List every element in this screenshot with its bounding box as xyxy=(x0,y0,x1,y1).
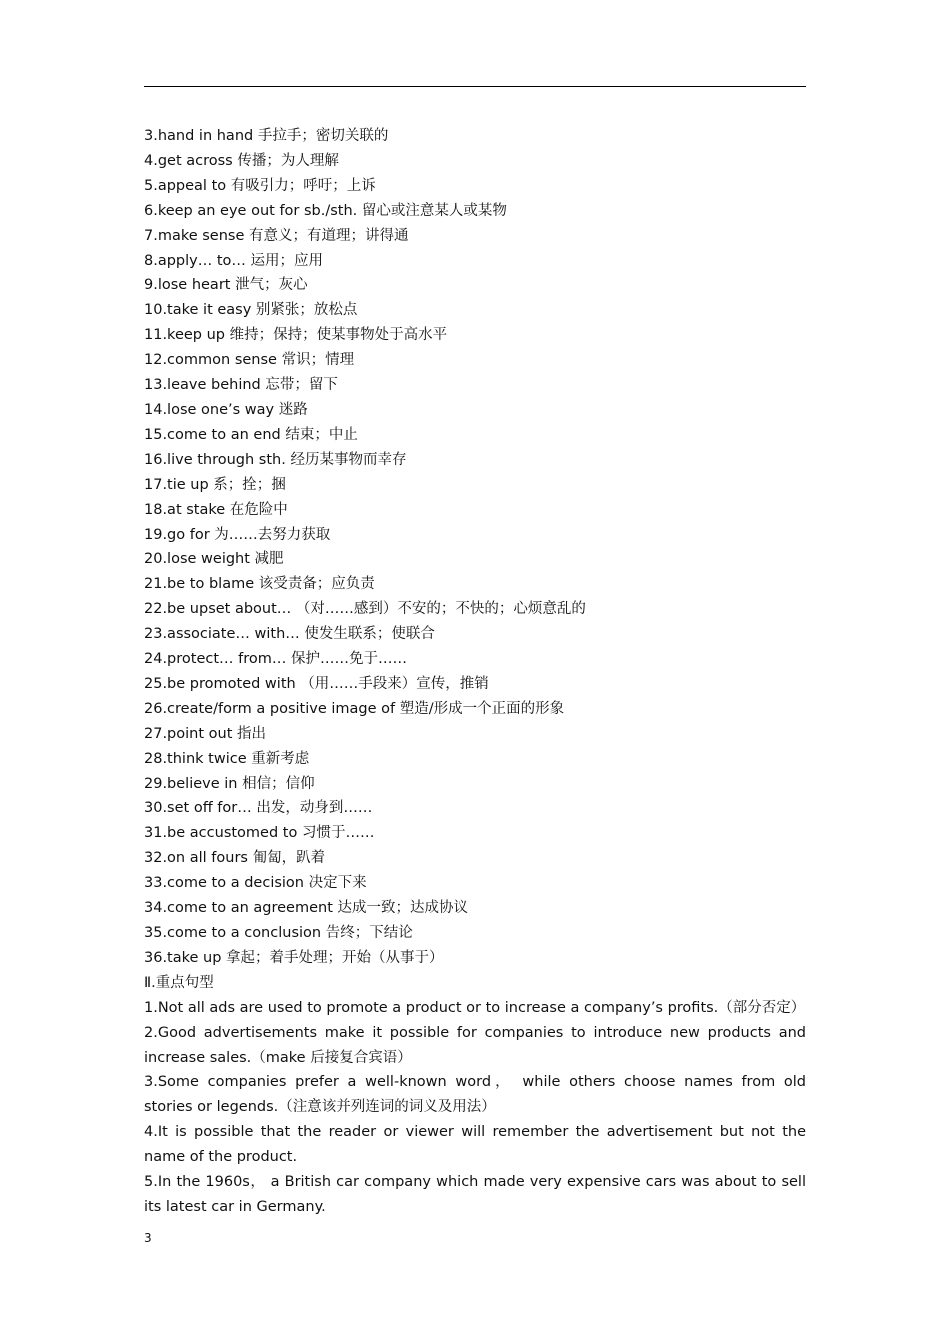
phrase-item: 36.take up 拿起；着手处理；开始（从事于） xyxy=(144,949,444,966)
phrase-item: 18.at stake 在危险中 xyxy=(144,501,288,518)
phrase-item: 28.think twice 重新考虑 xyxy=(144,750,310,767)
sentence-item: 5.In the 1960s， a British car company which made very expensive cars was about to sell its latest car in Germany. xyxy=(144,1174,806,1215)
sentence-item: 3.Some companies prefer a well-known word， while others choose names from old stories or legends.（注意该并列连词的词义及用法） xyxy=(144,1074,806,1116)
phrase-item: 5.appeal to 有吸引力；呼吁；上诉 xyxy=(144,177,376,194)
sentence-list xyxy=(144,996,806,1220)
section-heading: Ⅱ.重点句型 xyxy=(144,974,214,991)
phrase-item: 33.come to a decision 决定下来 xyxy=(144,875,367,892)
phrase-item: 17.tie up 系；拴；捆 xyxy=(144,476,286,493)
phrase-item: 29.believe in 相信；信仰 xyxy=(144,775,315,792)
page-content xyxy=(144,124,806,1220)
phrase-item: 13.leave behind 忘带；留下 xyxy=(144,377,338,394)
phrase-item: 9.lose heart 泄气；灰心 xyxy=(144,277,308,294)
phrase-item: 22.be upset about… （对……感到）不安的；不快的；心烦意乱的 xyxy=(144,601,586,618)
phrase-item: 14.lose one’s way 迷路 xyxy=(144,401,308,418)
phrase-item: 19.go for 为……去努力获取 xyxy=(144,526,331,543)
phrase-item: 34.come to an agreement 达成一致；达成协议 xyxy=(144,900,469,917)
phrase-item: 26.create/form a positive image of 塑造/形成一个正面的形象 xyxy=(144,700,565,717)
phrase-item: 8.apply… to… 运用；应用 xyxy=(144,252,324,269)
phrase-item: 31.be accustomed to 习惯于…… xyxy=(144,825,375,842)
phrase-item: 25.be promoted with （用……手段来）宣传，推销 xyxy=(144,675,489,692)
phrase-item: 30.set off for… 出发，动身到…… xyxy=(144,800,373,817)
phrase-item: 32.on all fours 匍匐，趴着 xyxy=(144,850,326,867)
phrase-item: 3.hand in hand 手拉手；密切关联的 xyxy=(144,128,389,144)
phrase-item: 7.make sense 有意义；有道理；讲得通 xyxy=(144,227,409,244)
phrase-item: 15.come to an end 结束；中止 xyxy=(144,426,358,443)
page-number: 3 xyxy=(144,1231,152,1245)
sentence-item: 1.Not all ads are used to promote a product or to increase a company’s profits.（部分否定） xyxy=(144,999,806,1016)
phrase-item: 27.point out 指出 xyxy=(144,725,267,742)
sentence-item: 2.Good advertisements make it possible for companies to introduce new products and increase sales.（make 后接复合宾语） xyxy=(144,1024,806,1066)
sentence-item: 4.It is possible that the reader or viewer will remember the advertisement but not the name of the product. xyxy=(144,1124,806,1166)
phrase-item: 6.keep an eye out for sb./sth. 留心或注意某人或某物 xyxy=(144,202,507,219)
phrase-item: 4.get across 传播；为人理解 xyxy=(144,152,339,169)
phrase-item: 35.come to a conclusion 告终；下结论 xyxy=(144,925,413,941)
phrase-item: 23.associate… with… 使发生联系；使联合 xyxy=(144,626,435,643)
phrase-item: 16.live through sth. 经历某事物而幸存 xyxy=(144,451,407,468)
phrase-item: 21.be to blame 该受责备；应负责 xyxy=(144,576,375,593)
phrase-item: 24.protect… from… 保护……免于…… xyxy=(144,651,408,668)
phrase-item: 10.take it easy 别紧张；放松点 xyxy=(144,302,358,319)
header-rule xyxy=(144,86,806,87)
phrase-item: 20.lose weight 减肥 xyxy=(144,551,284,568)
phrase-item: 11.keep up 维持；保持；使某事物处于高水平 xyxy=(144,327,448,344)
phrase-list xyxy=(144,124,806,971)
phrase-item: 12.common sense 常识；情理 xyxy=(144,352,355,369)
